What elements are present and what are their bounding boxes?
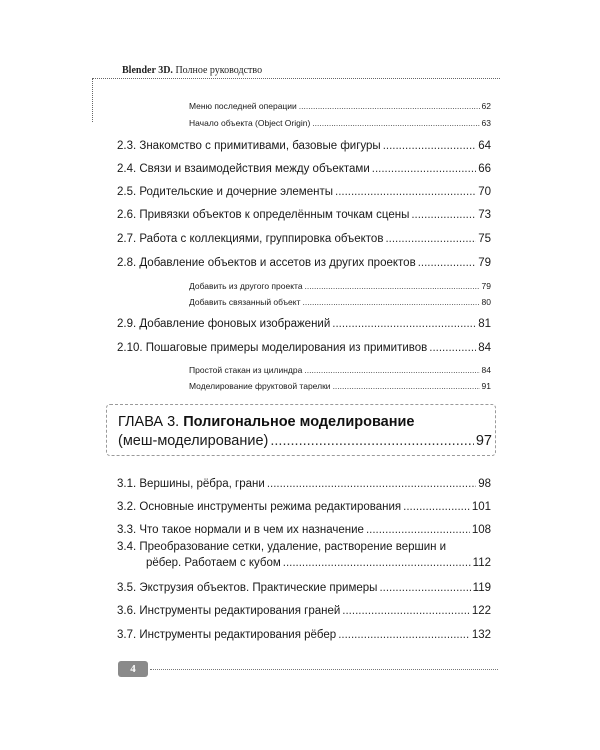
toc-entry[interactable] xyxy=(189,297,491,307)
leader-dots xyxy=(283,557,471,569)
toc-entry-page: 64 xyxy=(478,140,491,152)
header-divider xyxy=(92,78,500,79)
toc-entry-title: 2.4. Связи и взаимодействия между объектами xyxy=(117,163,370,175)
leader-dots xyxy=(312,118,479,128)
toc-entry-title: Моделирование фруктовой тарелки xyxy=(189,381,331,391)
toc-entry[interactable] xyxy=(117,257,491,269)
toc-entry-title: 2.8. Добавление объектов и ассетов из других проектов xyxy=(117,257,416,269)
leader-dots xyxy=(418,257,477,269)
leader-dots xyxy=(383,140,477,152)
toc-entry-title: 2.10. Пошаговые примеры моделирования из примитивов xyxy=(117,342,428,354)
toc-entry[interactable] xyxy=(117,629,491,641)
toc-entry-title: 3.7. Инструменты редактирования рёбер xyxy=(117,629,337,641)
toc-entry-page: 66 xyxy=(478,163,491,175)
toc-entry-title-line1: 3.4. Преобразование сетки, удаление, растворение вершин и xyxy=(117,541,447,553)
footer-divider xyxy=(150,669,498,670)
toc-entry-page: 62 xyxy=(481,101,491,111)
toc-entry-page: 73 xyxy=(478,209,491,221)
toc-entry-title: 2.9. Добавление фоновых изображений xyxy=(117,318,331,330)
chapter-heading[interactable] xyxy=(118,414,415,430)
toc-entry-page: 119 xyxy=(472,582,491,594)
leader-dots xyxy=(379,582,470,594)
toc-entry-title: 3.6. Инструменты редактирования граней xyxy=(117,605,341,617)
toc-entry[interactable] xyxy=(117,524,491,536)
book-title-bold: Blender 3D. xyxy=(122,65,173,76)
toc-entry-title: 3.3. Что такое нормали и в чем их назначение xyxy=(117,524,364,536)
leader-dots xyxy=(429,342,476,354)
toc-entry-title-line2: рёбер. Работаем с кубом xyxy=(146,557,281,569)
toc-entry-page: 70 xyxy=(478,186,491,198)
toc-entry-title: 2.5. Родительские и дочерние элементы xyxy=(117,186,333,198)
leader-dots xyxy=(366,524,470,536)
toc-entry[interactable] xyxy=(189,101,491,111)
toc-entry[interactable] xyxy=(117,478,491,490)
chapter-subtitle: (меш-моделирование) xyxy=(118,433,269,449)
toc-entry-title: Начало объекта (Object Origin) xyxy=(189,118,311,128)
toc-entry[interactable] xyxy=(189,118,491,128)
running-header xyxy=(122,65,262,76)
toc-entry[interactable] xyxy=(189,365,491,375)
leader-dots xyxy=(385,233,476,245)
toc-entry[interactable] xyxy=(117,140,491,152)
toc-entry-title: 2.6. Привязки объектов к определённым точкам сцены xyxy=(117,209,410,221)
leader-dots xyxy=(333,381,480,391)
toc-entry-title: Меню последней операции xyxy=(189,101,297,111)
toc-entry-page: 84 xyxy=(478,342,491,354)
toc-entry-title: 2.3. Знакомство с примитивами, базовые фигуры xyxy=(117,140,381,152)
toc-entry-title: Добавить связанный объект xyxy=(189,297,301,307)
toc-entry-line2 xyxy=(117,557,491,569)
chapter-subtitle-line[interactable] xyxy=(118,433,492,449)
toc-entry[interactable] xyxy=(117,342,491,354)
chapter-label: ГЛАВА 3. xyxy=(118,414,180,430)
toc-entry-multiline[interactable] xyxy=(117,541,491,569)
toc-entry-page: 108 xyxy=(471,524,491,536)
toc-entry-page: 91 xyxy=(481,381,491,391)
toc-entry-page: 80 xyxy=(481,297,491,307)
toc-entry-page: 79 xyxy=(478,257,491,269)
leader-dots xyxy=(270,433,473,449)
toc-entry-page: 84 xyxy=(481,365,491,375)
toc-entry-page: 79 xyxy=(481,281,491,291)
toc-entry[interactable] xyxy=(117,582,491,594)
chapter-page: 97 xyxy=(475,433,492,449)
leader-dots xyxy=(303,297,480,307)
toc-entry-page: 63 xyxy=(481,118,491,128)
toc-entry[interactable] xyxy=(117,501,491,513)
chapter-title: Полигональное моделирование xyxy=(183,414,415,430)
toc-entry[interactable] xyxy=(117,318,491,330)
leader-dots xyxy=(267,478,476,490)
toc-entry-title: 3.1. Вершины, рёбра, грани xyxy=(117,478,265,490)
book-title-rest: Полное руководство xyxy=(175,65,263,76)
toc-entry-page: 122 xyxy=(471,605,491,617)
toc-entry-title: 3.2. Основные инструменты режима редактирования xyxy=(117,501,402,513)
toc-entry-title: 2.7. Работа с коллекциями, группировка объектов xyxy=(117,233,384,245)
toc-entry-page: 98 xyxy=(478,478,491,490)
header-vertical-divider xyxy=(92,78,93,122)
leader-dots xyxy=(338,629,470,641)
toc-entry[interactable] xyxy=(117,233,491,245)
toc-entry[interactable] xyxy=(117,605,491,617)
toc-entry[interactable] xyxy=(117,163,491,175)
toc-entry-page: 101 xyxy=(471,501,491,513)
leader-dots xyxy=(372,163,476,175)
toc-entry-title: 3.5. Экструзия объектов. Практические примеры xyxy=(117,582,378,594)
toc-entry[interactable] xyxy=(189,281,491,291)
leader-dots xyxy=(299,101,480,111)
toc-entry[interactable] xyxy=(189,381,491,391)
toc-entry-title: Добавить из другого проекта xyxy=(189,281,303,291)
toc-entry-page: 112 xyxy=(472,557,491,569)
leader-dots xyxy=(342,605,470,617)
leader-dots xyxy=(304,365,479,375)
toc-entry-page: 75 xyxy=(478,233,491,245)
toc-entry-page: 81 xyxy=(478,318,491,330)
toc-entry-title: Простой стакан из цилиндра xyxy=(189,365,303,375)
leader-dots xyxy=(305,281,480,291)
leader-dots xyxy=(335,186,476,198)
leader-dots xyxy=(411,209,476,221)
page-number-badge: 4 xyxy=(118,661,148,677)
toc-entry[interactable] xyxy=(117,209,491,221)
toc-entry[interactable] xyxy=(117,186,491,198)
leader-dots xyxy=(332,318,476,330)
leader-dots xyxy=(403,501,470,513)
toc-entry-page: 132 xyxy=(471,629,491,641)
